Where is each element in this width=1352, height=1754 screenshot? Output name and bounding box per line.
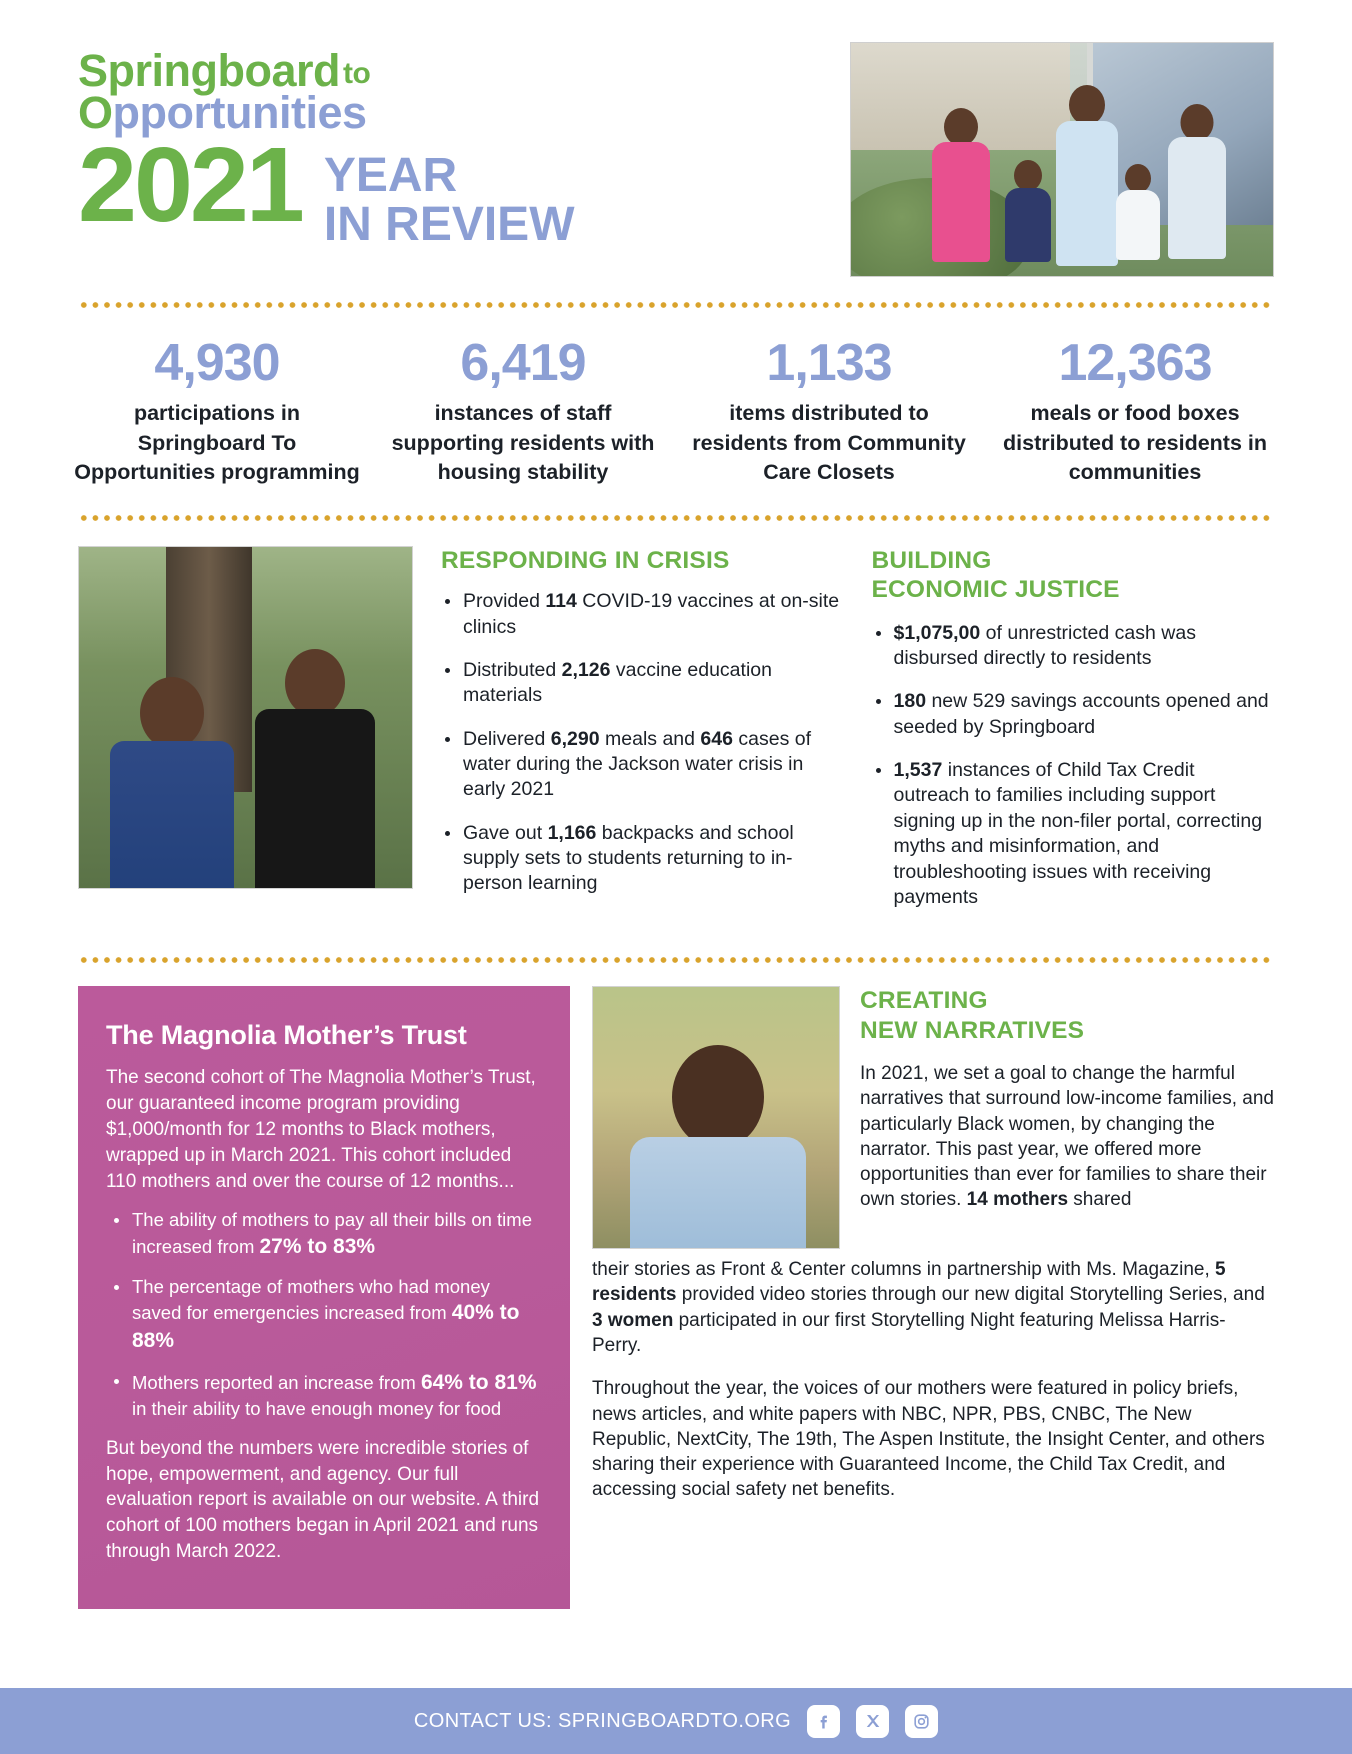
bullet-pre: The ability of mothers to pay all their bills on time increased from: [132, 1209, 532, 1257]
bullet-post: new 529 savings accounts opened and seeded by Springboard: [893, 690, 1269, 738]
year-in-review-heading: [323, 148, 575, 251]
economic-title-line2: ECONOMIC JUSTICE: [871, 576, 1120, 604]
responding-in-crisis-column: [441, 546, 844, 928]
stat-label: items distributed to residents from Community Care Closets: [692, 401, 966, 485]
report-header: [0, 0, 1352, 309]
key-stats-row: [0, 309, 1352, 488]
divider-under-stats: [78, 514, 1274, 522]
girl-heart-hands-photo: [592, 986, 840, 1249]
divider-under-mid: [78, 956, 1274, 964]
logo-springboard-text: S: [78, 45, 108, 96]
bullet-bold: 2,126: [561, 659, 611, 682]
stat-label: meals or food boxes distributed to residents in communities: [1003, 401, 1267, 485]
crisis-bullet: [441, 589, 844, 640]
bullet-pre: Provided: [463, 590, 546, 613]
bullet-bold: 114: [545, 590, 577, 613]
economic-bullet: [872, 758, 1275, 910]
mmt-title: The Magnolia Mother’s Trust: [106, 1020, 467, 1051]
stat-number: 12,363: [1058, 334, 1212, 392]
contact-text: CONTACT US: SPRINGBOARDTO.ORG: [413, 1709, 792, 1732]
responding-in-crisis-title: RESPONDING IN CRISIS: [441, 546, 730, 574]
stat-card: [370, 334, 676, 488]
bullet-pre: Delivered: [463, 727, 551, 750]
bullet-bold: 27% to 83%: [259, 1234, 376, 1258]
narratives-text-1: In 2021, we set a goal to change the harmful narratives that surround low-income families, and particularly Black women, by changing the narrator. This past year, we offered more opportunities than ever for families to share their own stories.: [860, 1062, 1274, 1211]
bullet-bold: 1,537: [893, 759, 943, 782]
bullet-bold: 40% to 88%: [132, 1301, 520, 1353]
divider-under-header: [78, 301, 1274, 309]
economic-bullet: [872, 689, 1275, 740]
bullet-bold: 180: [893, 690, 927, 713]
bullet-mid: meals and: [599, 727, 701, 750]
stat-number: 6,419: [460, 334, 586, 392]
economic-title-line1: BUILDING: [871, 546, 992, 574]
narratives-text-5: participated in our first Storytelling Night featuring Melissa Harris-Perry.: [592, 1309, 1226, 1356]
bullet-post: cases of water during the Jackson water crisis in early 2021: [463, 727, 812, 801]
mmt-bullet: [106, 1275, 542, 1355]
economic-justice-column: [872, 546, 1275, 928]
narratives-title-line2: NEW NARRATIVES: [860, 1016, 1085, 1044]
mmt-intro-paragraph: The second cohort of The Magnolia Mother’s Trust, our guaranteed income program providing $1,000/month for 12 months to Black mothers, wrapped up in March 2021. This cohort included 110 mothers and over the course of 12 months...: [106, 1067, 536, 1192]
new-narratives-title: [860, 986, 1274, 1045]
mmt-bullet: [106, 1369, 542, 1422]
stat-card: [64, 334, 370, 488]
logo-line-springboard: [78, 45, 575, 96]
facebook-glyph: [814, 1711, 834, 1731]
creating-new-narratives-column: [592, 986, 1274, 1502]
bullet-pre: Distributed: [463, 659, 562, 682]
instagram-glyph: [912, 1712, 931, 1731]
stat-number: 1,133: [766, 334, 892, 392]
lower-section: [0, 964, 1352, 1609]
bullet-bold: $1,075,00: [893, 621, 981, 644]
bullet-bold: 1,166: [547, 821, 597, 844]
logo-springboard-rest: pringboard: [107, 45, 340, 96]
bullet-post: backpacks and school supply sets to students returning to in-person learning: [463, 821, 794, 895]
narratives-bold-14-mothers: 14 mothers: [966, 1189, 1069, 1211]
crisis-bullet: [441, 727, 844, 803]
mmt-bullet-list: [106, 1208, 542, 1421]
narratives-paragraph-continued: [592, 1257, 1274, 1358]
narratives-paragraph-two: Throughout the year, the voices of our mothers were featured in policy briefs, news articles, and white papers with NBC, NPR, PBS, CNBC, The New Republic, NextCity, The 19th, The Aspen Institute, the Insight Center, and others sharing their experience with Guaranteed Income, the Child Tax Credit, and accessing social safety net benefits.: [592, 1378, 1265, 1501]
bullet-pre: The percentage of mothers who had money saved for emergencies increased from: [132, 1275, 490, 1324]
crisis-bullet: [441, 821, 844, 897]
economic-justice-title: [872, 546, 1275, 605]
crisis-bullet: [441, 658, 844, 709]
stat-label: participations in Springboard To Opportunities programming: [74, 401, 360, 485]
bullet-bold: 6,290: [550, 727, 600, 750]
facebook-icon[interactable]: [807, 1705, 840, 1738]
narratives-text-2: shared: [1068, 1189, 1132, 1211]
magnolia-mothers-trust-panel: [78, 986, 570, 1609]
instagram-icon[interactable]: [905, 1705, 938, 1738]
bullet-bold-2: 646: [700, 727, 733, 750]
stat-label: instances of staff supporting residents with housing stability: [391, 401, 655, 485]
branding-block: [78, 42, 575, 250]
narratives-bold-3-women: 3 women: [592, 1309, 674, 1331]
mmt-bullet: [106, 1208, 542, 1261]
mmt-outro-paragraph: But beyond the numbers were incredible stories of hope, empowerment, and agency. Our full evaluation report is available on our website. A third cohort of 100 mothers began in April 2021 and runs through March 2022.: [106, 1437, 540, 1563]
bullet-post: vaccine education materials: [463, 659, 772, 707]
year-heading: 2021: [78, 125, 302, 244]
stat-card: [982, 334, 1288, 488]
bullet-post: in their ability to have enough money for food: [132, 1398, 502, 1420]
year-in-review-line2: IN REVIEW: [323, 197, 575, 251]
narratives-paragraph-top: [860, 1061, 1274, 1213]
bullet-post: COVID-19 vaccines at on-site clinics: [463, 590, 840, 638]
narratives-bold-5-residents: 5 residents: [592, 1259, 1226, 1306]
narratives-text-4: provided video stories through our new digital Storytelling Series, and: [676, 1284, 1265, 1306]
stat-number: 4,930: [154, 334, 280, 392]
bullet-pre: Gave out: [463, 821, 548, 844]
logo-opportunities-cap: O: [78, 87, 113, 139]
bullet-post: instances of Child Tax Credit outreach to families including support signing up in the non-filer portal, correcting myths and misinformation, and troubleshooting issues with receiving payments: [893, 759, 1263, 908]
mid-section: [0, 522, 1352, 928]
x-twitter-glyph: [864, 1712, 882, 1730]
economic-bullet: [872, 621, 1275, 672]
headline-row: [78, 125, 575, 251]
mother-daughter-photo: [78, 546, 413, 889]
logo-to-text: to: [343, 57, 371, 90]
hero-family-photo: [850, 42, 1274, 277]
economic-bullet-list: [872, 621, 1275, 910]
logo-opportunities-rest: pportunities: [112, 87, 367, 139]
bullet-bold: 64% to 81%: [420, 1371, 537, 1395]
x-twitter-icon[interactable]: [856, 1705, 889, 1738]
year-in-review-line1: YEAR: [323, 148, 458, 202]
narratives-text-3: their stories as Front & Center columns in partnership with Ms. Magazine,: [592, 1259, 1216, 1281]
bullet-pre: Mothers reported an increase from: [132, 1372, 421, 1394]
crisis-bullet-list: [441, 589, 844, 896]
page-footer: [0, 1688, 1352, 1754]
stat-card: [676, 334, 982, 488]
bullet-post: of unrestricted cash was disbursed directly to residents: [893, 621, 1196, 670]
narratives-title-line1: CREATING: [860, 987, 988, 1015]
